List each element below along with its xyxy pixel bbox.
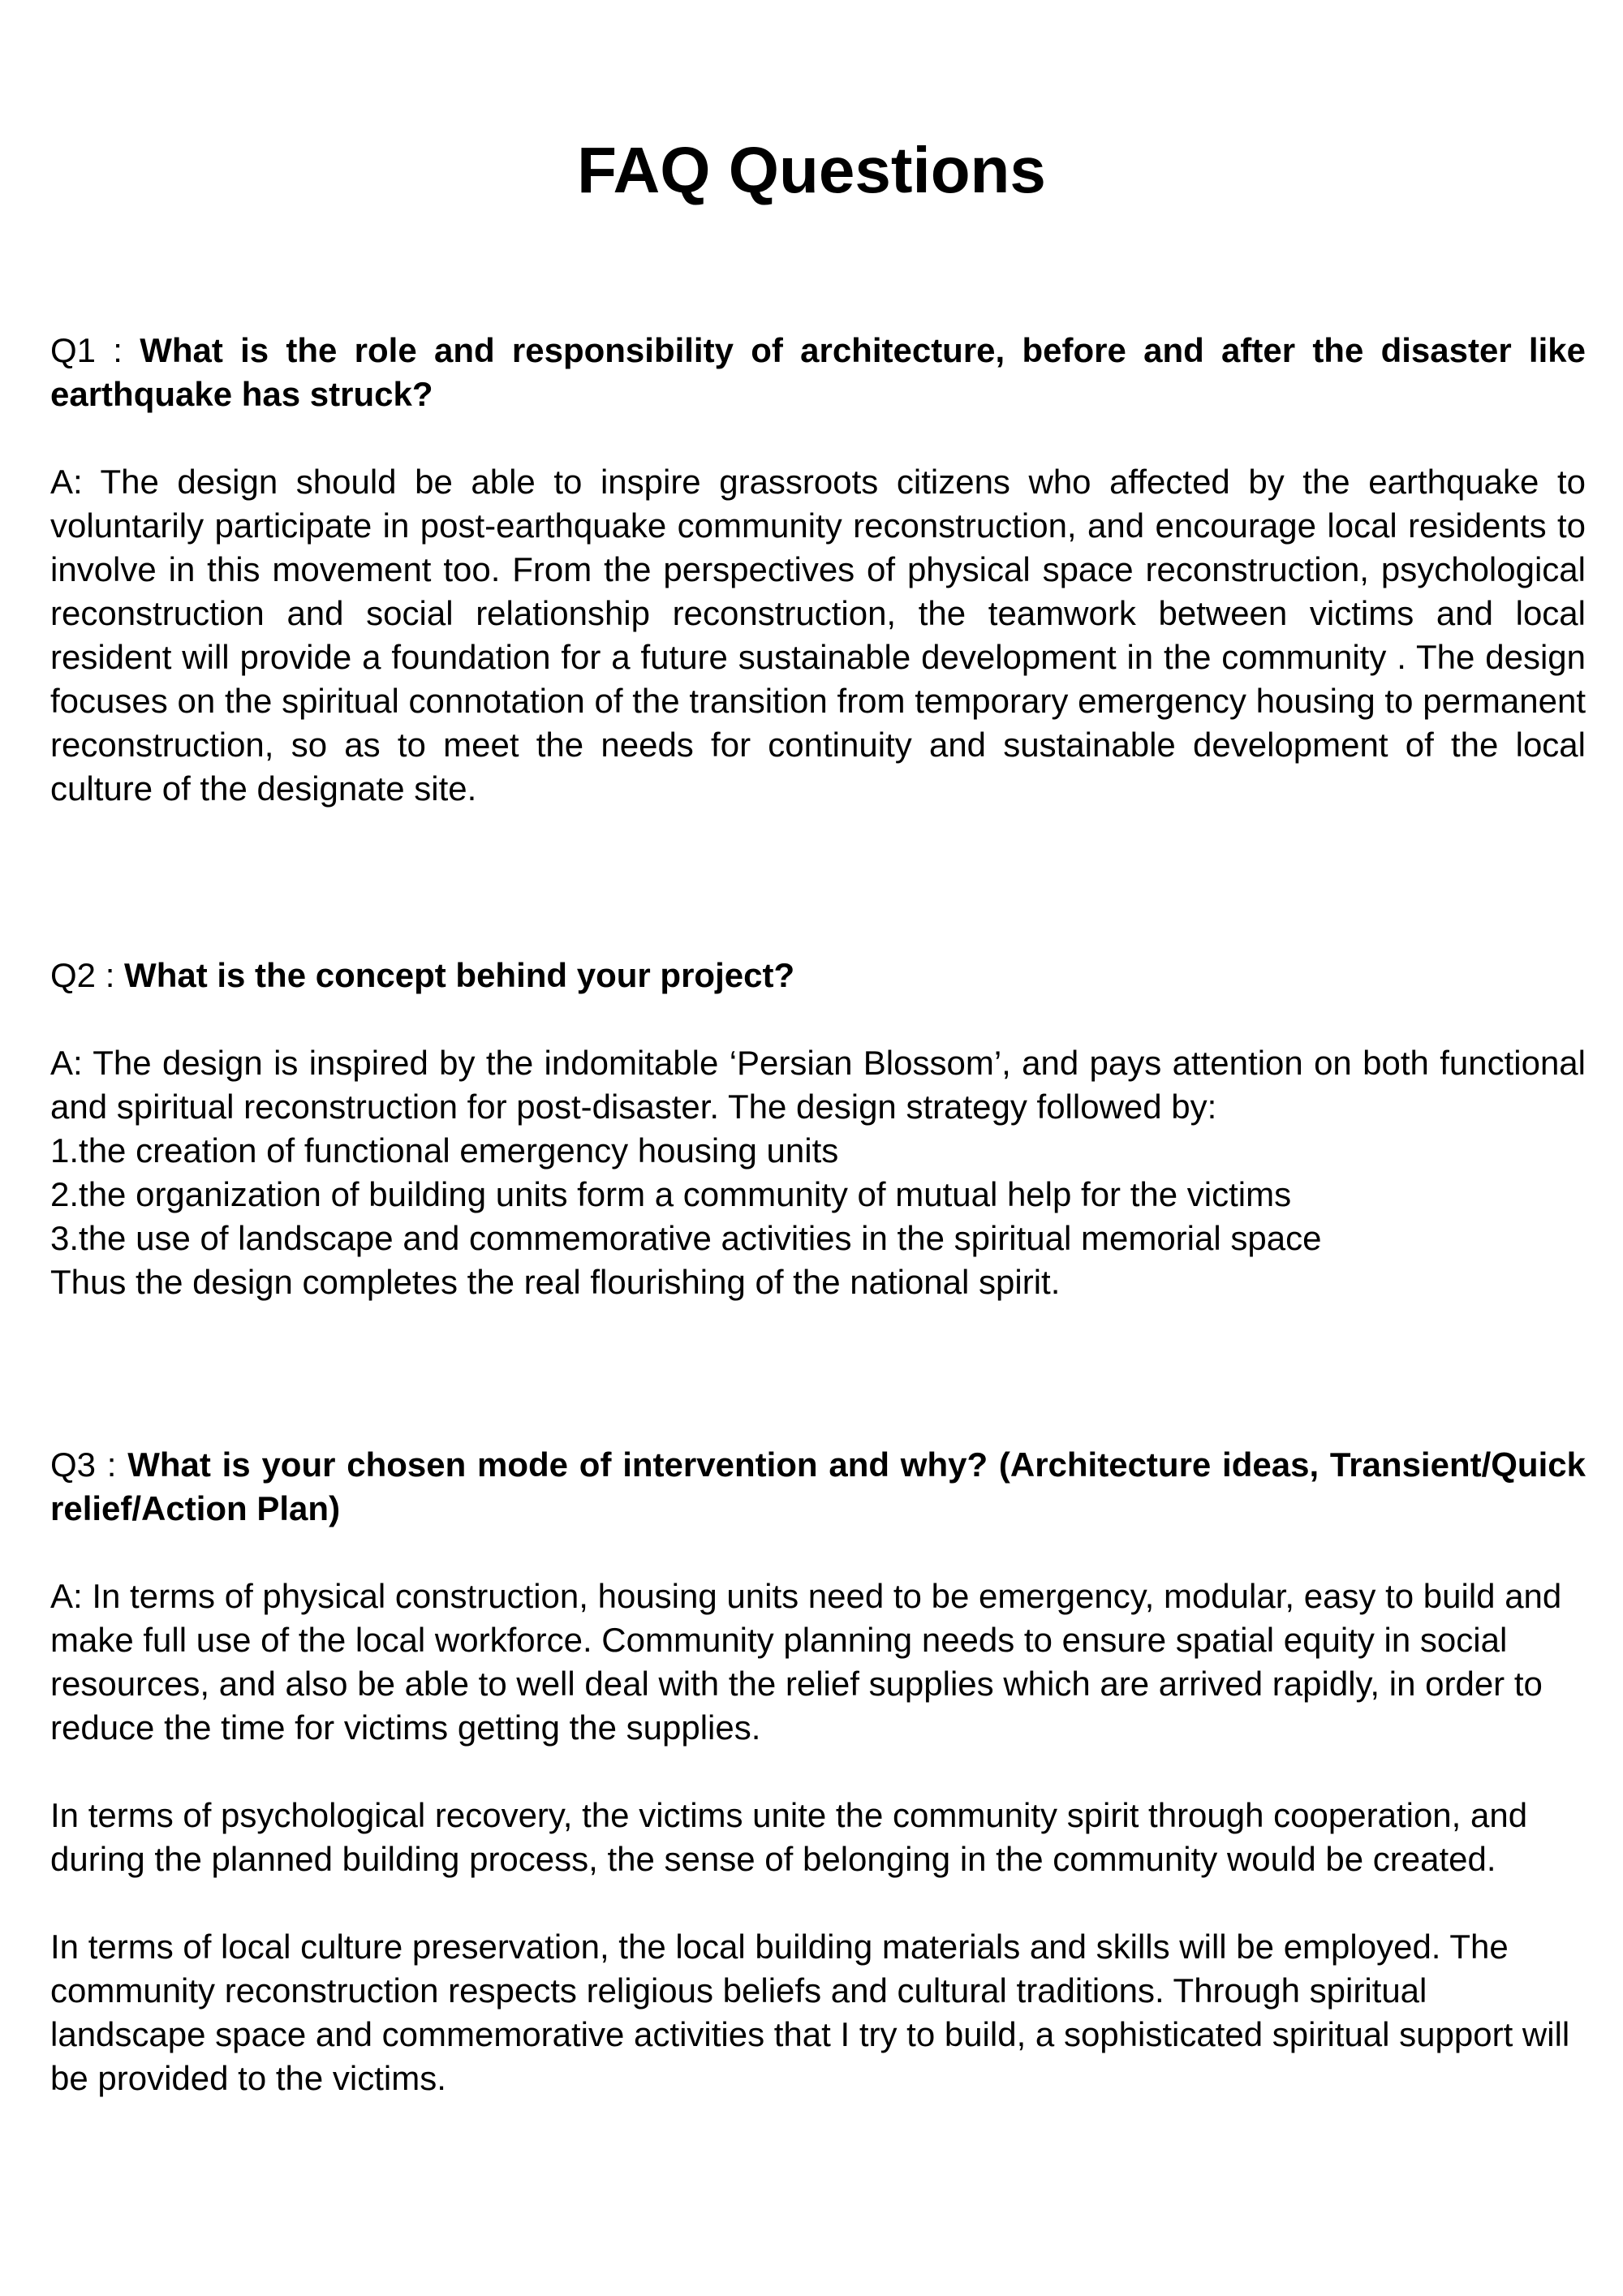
question-label: Q2 : — [50, 956, 125, 994]
faq-question-1 — [50, 329, 1586, 416]
faq-answer-1: A: The design should be able to inspire grassroots citizens who affected by the earthquake to voluntarily participate in post-earthquake community reconstruction, and encourage local residents to involve in this movement too. From the perspectives of physical space reconstruction, psychological reconstruction and social relationship reconstruction, the teamwork between victims and local resident will provide a foundation for a future sustainable development in the community . The design focuses on the spiritual connotation of the transition from temporary emergency housing to permanent reconstruction, so as to meet the needs for continuity and sustainable development of the local culture of the designate site. — [50, 463, 1586, 808]
answer-paragraph: In terms of psychological recovery, the victims unite the community spirit through cooperation, and during the planned building process, the sense of belonging in the community would be created. — [50, 1796, 1528, 1878]
answer-list-item: 2.the organization of building units form a community of mutual help for the victims — [50, 1175, 1292, 1213]
faq-item-3 — [50, 1443, 1586, 2100]
answer-paragraph: In terms of local culture preservation, the local building materials and skills will be employed. The community reconstruction respects religious beliefs and cultural traditions. Through spiritual landscape space and commemorative activities that I try to build, a sophisticated spiritual support will be provided to the victims. — [50, 1928, 1570, 2097]
page-title: FAQ Questions — [577, 134, 1046, 206]
faq-question-3 — [50, 1443, 1586, 1531]
faq-answer-3 — [50, 1574, 1586, 2100]
question-text: What is the concept behind your project? — [124, 956, 795, 994]
question-label: Q3 : — [50, 1445, 128, 1484]
question-label: Q1 : — [50, 331, 140, 369]
faq-item-2 — [50, 954, 1586, 1304]
answer-paragraph: A: In terms of physical construction, housing units need to be emergency, modular, easy to build and make full use of the local workforce. Community planning needs to ensure spatial equity in social resources, and also be able to well deal with the relief supplies which are arrived rapidly, in order to reduce the time for victims getting the supplies. — [50, 1577, 1562, 1747]
faq-question-2 — [50, 954, 1586, 997]
answer-list-item: 1.the creation of functional emergency housing units — [50, 1131, 839, 1170]
answer-intro: A: The design is inspired by the indomitable ‘Persian Blossom’, and pays attention on both functional and spiritual reconstruction for post-disaster. The design strategy followed by: — [50, 1044, 1586, 1126]
question-text: What is your chosen mode of intervention and why? (Architecture ideas, Transient/Quick relief/Action Plan) — [50, 1445, 1586, 1527]
question-text: What is the role and responsibility of architecture, before and after the disaster like earthquake has struck? — [50, 331, 1586, 413]
faq-answer-2 — [50, 1041, 1586, 1304]
answer-list-item: 3.the use of landscape and commemorative activities in the spiritual memorial space — [50, 1219, 1322, 1257]
answer-conclusion: Thus the design completes the real flourishing of the national spirit. — [50, 1263, 1061, 1301]
faq-item-1 — [50, 329, 1586, 811]
